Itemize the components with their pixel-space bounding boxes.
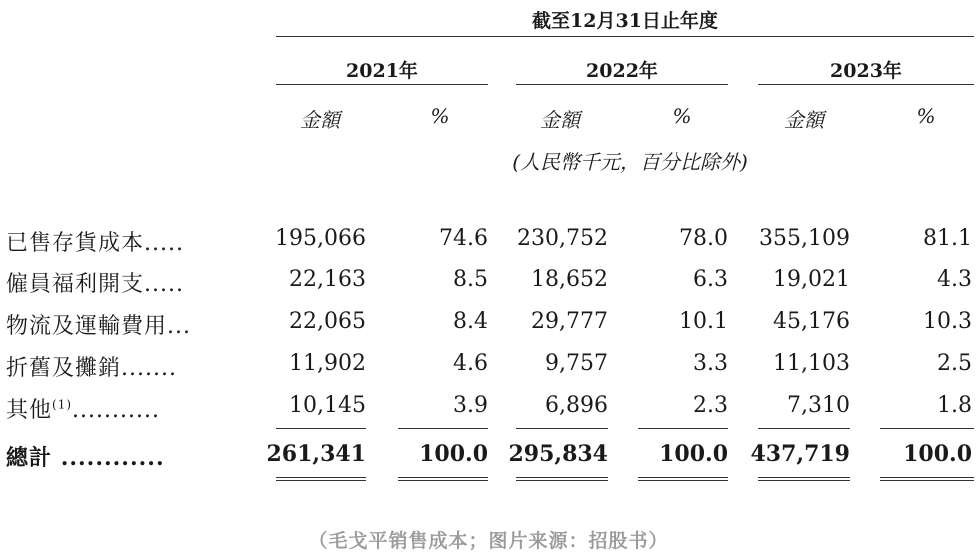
footnote-marker: (1) <box>52 397 73 412</box>
cell-percent-2021: 8.5 <box>453 267 488 292</box>
cell-percent-2022: 2.3 <box>693 393 728 418</box>
subtotal-rule <box>516 428 608 429</box>
cell-percent-2023: 1.8 <box>937 393 972 418</box>
percent-header-2022: % <box>672 104 692 128</box>
cell-percent-2023: 2.5 <box>937 351 972 376</box>
total-percent-2022: 100.0 <box>659 441 728 467</box>
total-double-rule <box>758 477 850 481</box>
period-title: 截至12月31日止年度 <box>532 10 718 32</box>
subtotal-rule <box>880 428 974 429</box>
cell-amount-2021: 11,902 <box>289 351 366 376</box>
subtotal-rule <box>638 428 728 429</box>
total-double-rule <box>516 477 608 481</box>
amount-header-2023: 金額 <box>784 108 824 132</box>
subtotal-rule <box>398 428 488 429</box>
cell-percent-2023: 4.3 <box>937 267 972 292</box>
year-rule-2023 <box>758 84 974 85</box>
cell-amount-2023: 7,310 <box>787 393 850 418</box>
amount-header-2022: 金額 <box>540 108 580 132</box>
cell-percent-2022: 3.3 <box>693 351 728 376</box>
year-2021: 2021年 <box>346 60 418 82</box>
year-rule-2021 <box>276 84 488 85</box>
cell-amount-2023: 19,021 <box>773 267 850 292</box>
cell-percent-2021: 3.9 <box>453 393 488 418</box>
cell-amount-2023: 45,176 <box>773 309 850 334</box>
percent-header-2021: % <box>430 104 450 128</box>
year-2023: 2023年 <box>830 60 902 82</box>
cell-percent-2021: 8.4 <box>453 309 488 334</box>
cell-amount-2021: 10,145 <box>289 393 366 418</box>
total-double-rule <box>276 477 366 481</box>
row-label: 其他$^{(1)}$........... <box>6 397 160 423</box>
row-label: 物流及運輸費用... <box>6 314 191 339</box>
cell-amount-2023: 11,103 <box>773 351 850 376</box>
total-percent-2023: 100.0 <box>903 441 972 467</box>
cell-amount-2022: 9,757 <box>545 351 608 376</box>
percent-header-2023: % <box>916 104 936 128</box>
total-amount-2023: 437,719 <box>750 441 850 467</box>
cell-amount-2022: 29,777 <box>531 309 608 334</box>
total-label: 總計 ............ <box>6 445 165 471</box>
row-label: 已售存貨成本..... <box>6 231 184 256</box>
unit-note: (人民幣千元，百分比除外) <box>512 150 748 174</box>
row-label: 折舊及攤銷....... <box>6 356 177 381</box>
cell-percent-2022: 6.3 <box>693 267 728 292</box>
cell-amount-2021: 22,163 <box>289 267 366 292</box>
total-percent-2021: 100.0 <box>419 441 488 467</box>
total-amount-2022: 295,834 <box>508 441 608 467</box>
cell-amount-2023: 355,109 <box>759 226 850 251</box>
cell-amount-2021: 22,065 <box>289 309 366 334</box>
image-caption: （毛戈平销售成本；图片来源：招股书） <box>308 530 669 552</box>
cell-amount-2021: 195,066 <box>275 226 366 251</box>
period-rule <box>276 36 974 37</box>
cell-amount-2022: 230,752 <box>517 226 608 251</box>
cell-amount-2022: 18,652 <box>531 267 608 292</box>
cell-percent-2023: 10.3 <box>923 309 972 334</box>
cell-percent-2022: 78.0 <box>679 226 728 251</box>
total-amount-2021: 261,341 <box>266 441 366 467</box>
year-2022: 2022年 <box>586 60 658 82</box>
cell-percent-2021: 4.6 <box>453 351 488 376</box>
subtotal-rule <box>758 428 850 429</box>
cell-amount-2022: 6,896 <box>545 393 608 418</box>
cell-percent-2021: 74.6 <box>439 226 488 251</box>
total-double-rule <box>398 477 488 481</box>
year-rule-2022 <box>516 84 728 85</box>
cell-percent-2023: 81.1 <box>923 226 972 251</box>
row-label: 僱員福利開支..... <box>6 272 184 297</box>
total-double-rule <box>638 477 728 481</box>
cell-percent-2022: 10.1 <box>679 309 728 334</box>
amount-header-2021: 金額 <box>300 108 340 132</box>
total-double-rule <box>880 477 974 481</box>
subtotal-rule <box>276 428 366 429</box>
